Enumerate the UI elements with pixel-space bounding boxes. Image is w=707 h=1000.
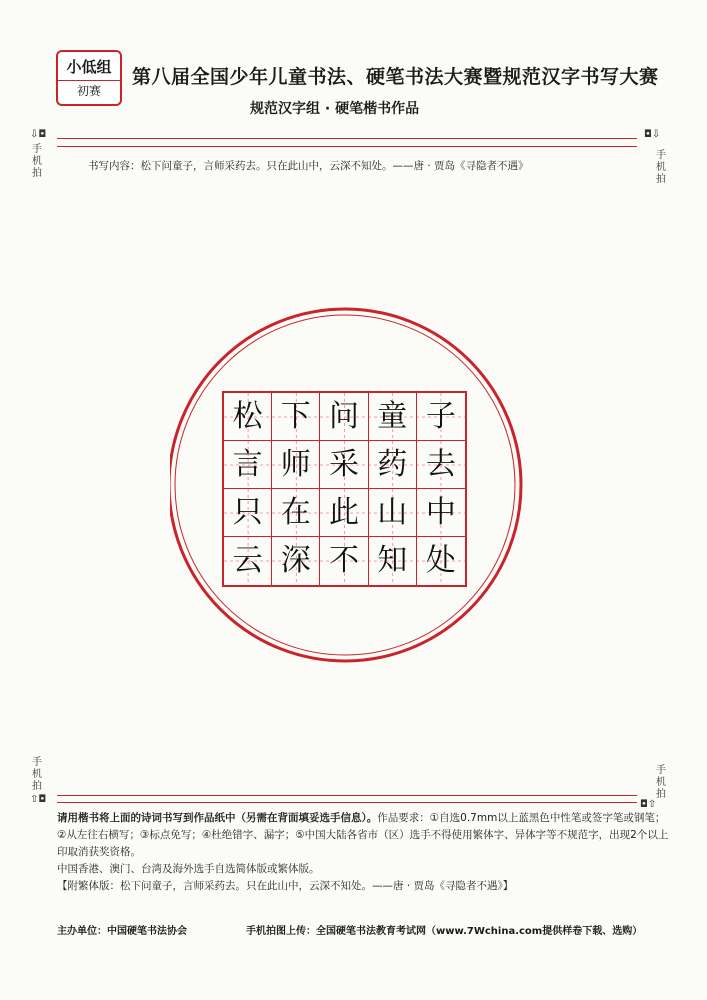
camera-icon: ◘⇩ bbox=[644, 129, 661, 140]
grid-cell: 在 bbox=[272, 489, 320, 537]
camera-icon: ⇧◘ bbox=[30, 794, 47, 805]
bottom-rule-2 bbox=[57, 802, 637, 803]
group-label: 小低组 bbox=[58, 54, 120, 81]
grid-cell: 处 bbox=[425, 543, 456, 578]
grid-cell: 此 bbox=[320, 489, 368, 537]
page-subtitle: 规范汉字组 · 硬笔楷书作品 bbox=[250, 101, 420, 117]
grid-cell: 只 bbox=[224, 489, 272, 537]
bottom-rule-1 bbox=[57, 795, 637, 796]
organizer: 主办单位：中国硬笔书法协会 bbox=[57, 926, 187, 937]
instructions bbox=[57, 810, 669, 895]
grid-cell: 深 bbox=[272, 537, 320, 585]
grid-cell: 子 bbox=[417, 393, 465, 441]
grid-cell: 知 bbox=[369, 537, 417, 585]
group-badge bbox=[56, 50, 122, 106]
side-label-bottom-left: 手机拍 bbox=[32, 757, 42, 792]
grid-cell: 童 bbox=[369, 393, 417, 441]
page-title: 第八届全国少年儿童书法、硬笔书法大赛暨规范汉字书写大赛 bbox=[132, 66, 659, 88]
instructions-traditional: 【附繁体版：松下问童子，言师采药去。只在此山中，云深不知处。——唐 · 贾岛《寻隐者不遇》】 bbox=[57, 880, 514, 892]
side-label-top-right: 手机拍 bbox=[656, 150, 666, 185]
instructions-heading: 请用楷书将上面的诗词书写到作品纸中（另需在背面填妥选手信息）。 bbox=[57, 812, 378, 824]
round-label: 初赛 bbox=[76, 84, 101, 98]
upload-info: 手机拍图上传：全国硬笔书法教育考试网（www.7Wchina.com提供样卷下载、选购） bbox=[246, 926, 643, 937]
instructions-requirements: 作品要求：①自选0.7mm以上蓝黑色中性笔或签字笔或钢笔；②从左往右横写；③标点免写；④杜绝错字、漏字；⑤中国大陆各省市（区）选手不得使用繁体字、异体字等不规范字，出现2个以上印取消获奖资格。 bbox=[57, 812, 669, 858]
grid-cell: 云 bbox=[224, 537, 272, 585]
grid-cell: 松 bbox=[224, 393, 272, 441]
writing-content-line: 书写内容：松下问童子，言师采药去。只在此山中，云深不知处。——唐 · 贾岛《寻隐者不遇》 bbox=[88, 160, 529, 172]
instructions-hk-note: 中国香港、澳门、台湾及海外选手自选简体版或繁体版。 bbox=[57, 863, 320, 875]
top-rule-1 bbox=[57, 138, 637, 139]
grid-cell: 问 bbox=[320, 393, 368, 441]
grid-cell: 山 bbox=[369, 489, 417, 537]
top-rule-2 bbox=[57, 146, 637, 147]
writing-grid bbox=[222, 391, 467, 587]
grid-cell: 不 bbox=[320, 537, 368, 585]
grid-cell: 采 bbox=[320, 441, 368, 489]
grid-cell: 去 bbox=[417, 441, 465, 489]
camera-icon: ◘⇧ bbox=[640, 799, 657, 810]
camera-icon: ⇩◘ bbox=[30, 129, 47, 140]
grid-cell: 中 bbox=[417, 489, 465, 537]
grid-cell: 药 bbox=[369, 441, 417, 489]
grid-cell: 言 bbox=[224, 441, 272, 489]
grid-cell: 师 bbox=[272, 441, 320, 489]
side-label-bottom-right: 手机拍 bbox=[656, 765, 666, 800]
side-label-top-left: 手机拍 bbox=[32, 144, 42, 179]
grid-cell: 下 bbox=[272, 393, 320, 441]
